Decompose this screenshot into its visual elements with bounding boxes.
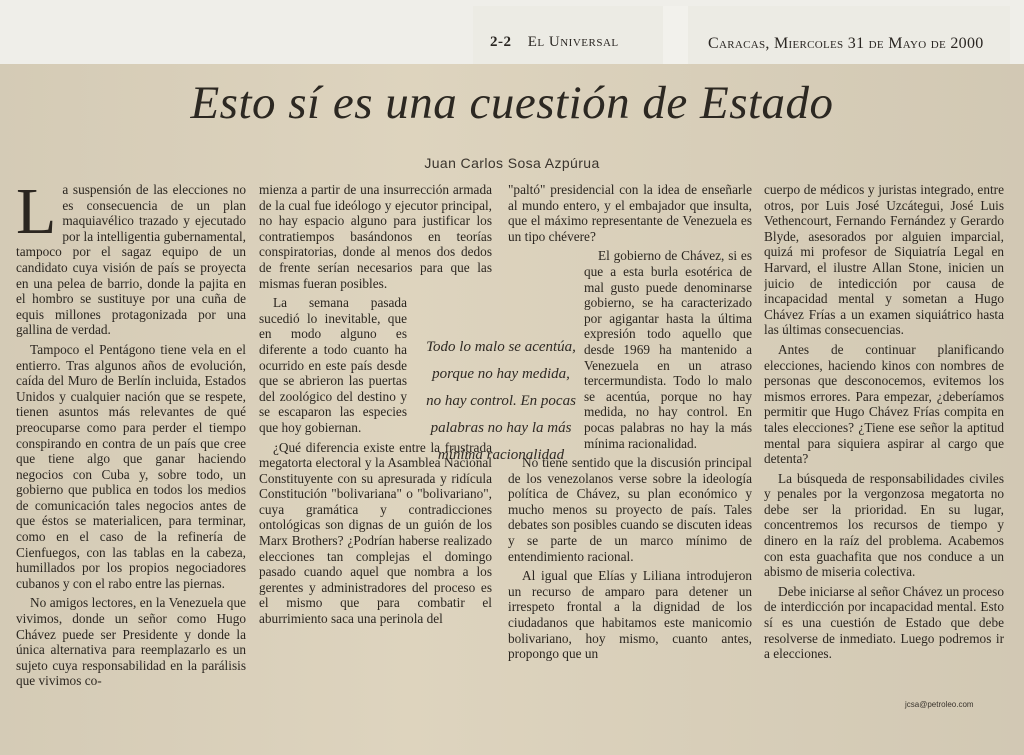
paragraph: "paltó" presidencial con la idea de enseñarle al mundo entero, y el embajador que insulta, que el máximo representante de Venezuela es un tipo chévere?: [508, 182, 752, 244]
paragraph: La semana pasada sucedió lo inevitable, que en modo alguno es diferente a todo cuanto ha ocurrido en este país desde que se abrieron las puertas del zoológico del destino y se escaparon las especies que hoy gobiernan.: [259, 295, 407, 435]
author-email: jcsa@petroleo.com: [905, 700, 974, 709]
paragraph: cuerpo de médicos y juristas integrado, entre otros, por Luis José Uzcátegui, José Luis Vethencourt, Fernando Fernández y Gerardo Blyde, asesorados por alguien imparcial, quizá mi profesor de Siquiatría Legal en Harvard, el ilustre Allan Stone, inicien un juicio de intedicción por causa de incapacidad mental y sometan a Hugo Chávez Frías a un examen siquiátrico hasta las últimas consecuencias.: [764, 182, 1004, 338]
drop-cap: L: [16, 182, 57, 248]
headline: Esto sí es una cuestión de Estado: [190, 77, 834, 129]
paragraph: ¿Qué diferencia existe entre la frustrada megatorta electoral y la Asamblea Nacional Constituyente con su apresurada y ridícula Constitución "bolivariana" o "bolivariano", cuya gramática y contradicciones ontológicas son dignas de un guión de los Marx Brothers? ¿Podrían haberse realizado elecciones tan complejas el domingo pasado cuando aquel que nombra a los gerentes y administradores del proceso es el mismo que para combatir el aburrimiento saca una perinola del: [259, 439, 492, 627]
section-header: [490, 34, 619, 51]
column-4: [764, 182, 1004, 747]
paragraph: [16, 182, 246, 338]
paragraph: Al igual que Elías y Liliana introdujeron un recurso de amparo para detener un irrespeto frontal a la dignidad de los ciudadanos que habitamos este manicomio bolivariano, hoy mismo, cuanto antes, propongo que un: [508, 568, 752, 662]
pull-quote: Todo lo malo se acentúa, porque no hay medida, no hay control. En pocas palabras no hay la más mínima racionalidad: [426, 339, 576, 463]
section-number: 2-2: [490, 34, 512, 50]
paragraph: No amigos lectores, en la Venezuela que vivimos, donde un señor como Hugo Chávez puede ser Presidente y donde la única alternativa para reemplazarlo es un sujeto cuya responsabilidad en la parálisis que vivimos co-: [16, 595, 246, 689]
paragraph: Debe iniciarse al señor Chávez un proceso de interdicción por incapacidad mental. Esto sí es una cuestión de Estado que debe resolverse de inmediato. Luego podremos ir a elecciones.: [764, 583, 1004, 662]
paragraph: Antes de continuar planificando elecciones, haciendo kinos con nombres de personas que desconocemos, evitemos los mismos errores. Para empezar, ¿deberíamos permitir que Hugo Chávez Frías compita en tales elecciones? ¿Tiene ese señor la aptitud mental para siquiera aspirar al cargo que detenta?: [764, 341, 1004, 467]
paragraph-text: a suspensión de las elecciones no es consecuencia de un plan maquiavélico trazado y ejecutado por la intelligentia gubernamental, tampoco por el sagaz equipo de un candidato cuya visión de país se proyecta en una pelea de barrio, donde la pajita en el hombro se sustituye por una cuña de equis millones protagonizada por una gallina de verdad.: [16, 182, 246, 338]
byline: Juan Carlos Sosa Azpúrua: [424, 155, 600, 171]
paragraph: Tampoco el Pentágono tiene vela en el entierro. Tras algunos años de evolución, caída del Muro de Berlín incluida, Estados Unidos y cualquier nación que se respete, tienen asuntos más relevantes de qué preocuparse como para perder el tiempo conspirando en contra de un país que cree que tiene algo que ganar haciendo negocios con Cuba y, sobre todo, un gobierno que publica en todos los medios de comunicación tales negocios antes de que éstos se materialicen, para terminar, como en el caso de la refinería de Cienfuegos, con las tablas en la cabeza, humillados por los propios negociadores cubanos y con el rabo entre las piernas.: [16, 341, 246, 591]
dateline: Caracas, Miercoles 31 de Mayo de 2000: [708, 35, 984, 52]
newspaper-clipping: [0, 64, 1024, 755]
paragraph: No tiene sentido que la discusión principal de los venezolanos verse sobre la ideología política de Chávez, su plan económico y mucho menos su proyecto de país. Tales debates son posibles cuando se discuten ideas y se parte de un marco mínimo de entendimiento racional.: [508, 455, 752, 564]
column-1: [16, 182, 246, 747]
newspaper-name: El Universal: [527, 34, 619, 50]
header-gap: [663, 6, 688, 64]
paragraph: mienza a partir de una insurrección armada de la cual fue ideólogo y ejecutor principal, no hay espacio alguno para justificar los contratiempos basándonos en teorías conspiratorias, donde al menos dos dedos de frente serían necesarios para que las mismas fueran posibles.: [259, 182, 492, 291]
paragraph: El gobierno de Chávez, si es que a esta burla esotérica de mal gusto puede denominarse gobierno, se ha caracterizado por agigantar hasta la última expresión todo aquello que desde 1969 ha mantenido a Venezuela en un atraso tercermundista. Todo lo malo se acentúa, porque no hay medida, no hay control. En pocas palabras no hay la más mínima racionalidad.: [584, 248, 752, 451]
paragraph: La búsqueda de responsabilidades civiles y penales por la vergonzosa megatorta no debe ser la prioridad. En su lugar, concentremos los recursos de tiempo y dinero en la raíz del problema. Acabemos con esta guachafita que nos conduce a un abismo de miseria colectiva.: [764, 470, 1004, 580]
